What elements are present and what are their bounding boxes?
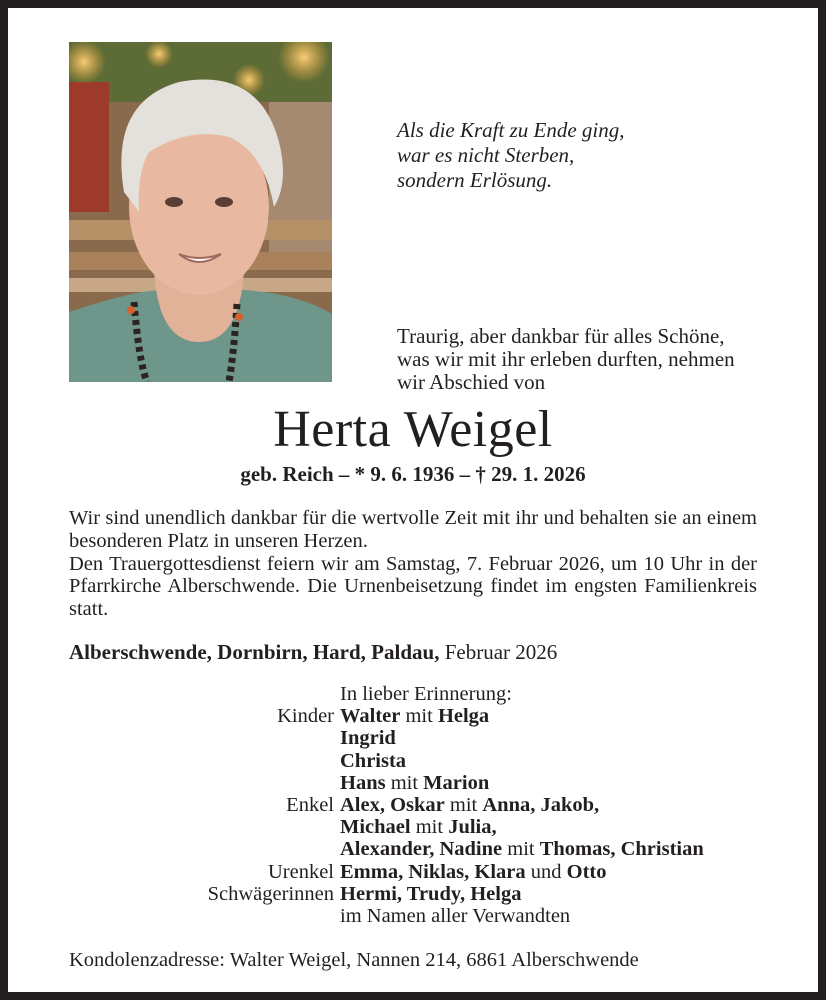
family-member-name: Walter [340,705,401,728]
family-member-name: Marion [423,771,490,794]
body-paragraph: Wir sind unendlich dankbar für die wertvolle Zeit mit ihr und behalten sie an einem besonderen Platz in unseren Herzen. [69,507,757,552]
family-member-name: Hans [340,771,386,794]
family-relation-label: Kinder [277,705,334,728]
family-member-name: Michael [340,816,411,839]
family-row [8,794,818,816]
family-names [340,727,396,749]
family-member-name: Christa [340,749,407,772]
family-names [340,794,599,816]
body-paragraph: Den Trauergottesdienst feiern wir am Samstag, 7. Februar 2026, um 10 Uhr in der Pfarrkirche Alberschwende. Die Urnenbeisetzung findet im engsten Familienkreis statt. [69,552,757,621]
family-relation-label: Urenkel [267,860,334,883]
connector-text: mit [400,705,438,728]
connector-text: mit [444,794,483,816]
deceased-name: Herta Weigel [273,401,553,458]
family-names [340,772,489,794]
family-member-name: Ingrid [340,727,396,750]
family-member-name: Otto [566,860,607,883]
quote-line: war es nicht Sterben, [397,143,575,167]
family-row [8,816,818,838]
memorial-quote [397,118,625,193]
family-member-name: Hermi, Trudy, Helga [340,882,522,905]
connector-text: und [525,860,567,883]
connector-text: mit [385,771,424,794]
family-member-name: Helga [437,705,490,728]
family-names [340,816,497,838]
intro-line: wir Abschied von [397,370,546,394]
places-towns: Alberschwende, Dornbirn, Hard, Paldau, [69,640,440,664]
family-row [8,772,818,794]
family-member-name: Alexander, Nadine [340,838,503,861]
family-row [8,838,818,860]
family-names [340,861,607,883]
portrait-photo [69,42,332,382]
connector-text: mit [502,838,540,861]
family-row [8,883,818,905]
family-row [8,905,818,927]
family-member-name: Julia, [448,816,497,839]
obituary-body [69,507,757,621]
deceased-dates: geb. Reich – * 9. 6. 1936 – † 29. 1. 2026 [240,462,586,486]
family-names [340,905,570,927]
portrait-image [69,42,332,382]
connector-text: im Namen aller Verwandten [340,905,571,927]
quote-line: sondern Erlösung. [397,168,553,192]
family-member-name: Alex, Oskar [340,794,445,816]
intro-line: was wir mit ihr erleben durften, nehmen [397,347,735,371]
condolence-address: Kondolenzadresse: Walter Weigel, Nannen 214, 6861 Alberschwende [69,949,639,971]
family-row [8,750,818,772]
family-row [8,861,818,883]
family-relation-label: Enkel [286,794,334,816]
quote-line: Als die Kraft zu Ende ging, [397,118,625,142]
family-names [340,838,704,860]
family-names [340,705,489,727]
family-row [8,705,818,727]
family-member-name: Emma, Niklas, Klara [340,860,526,883]
family-member-name: Anna, Jakob, [482,794,600,816]
intro-text [397,325,797,394]
places-date: Februar 2026 [444,640,558,664]
intro-line: Traurig, aber dankbar für alles Schöne, [397,324,725,348]
connector-text: mit [410,816,449,839]
family-member-name: Thomas, Christian [539,838,704,861]
family-relation-label: Schwägerinnen [207,882,334,905]
family-names [340,750,406,772]
family-heading: In lieber Erinnerung: [340,683,512,705]
family-names [340,883,521,905]
places-and-date [69,639,557,665]
family-row [8,727,818,749]
obituary-page [8,8,818,992]
